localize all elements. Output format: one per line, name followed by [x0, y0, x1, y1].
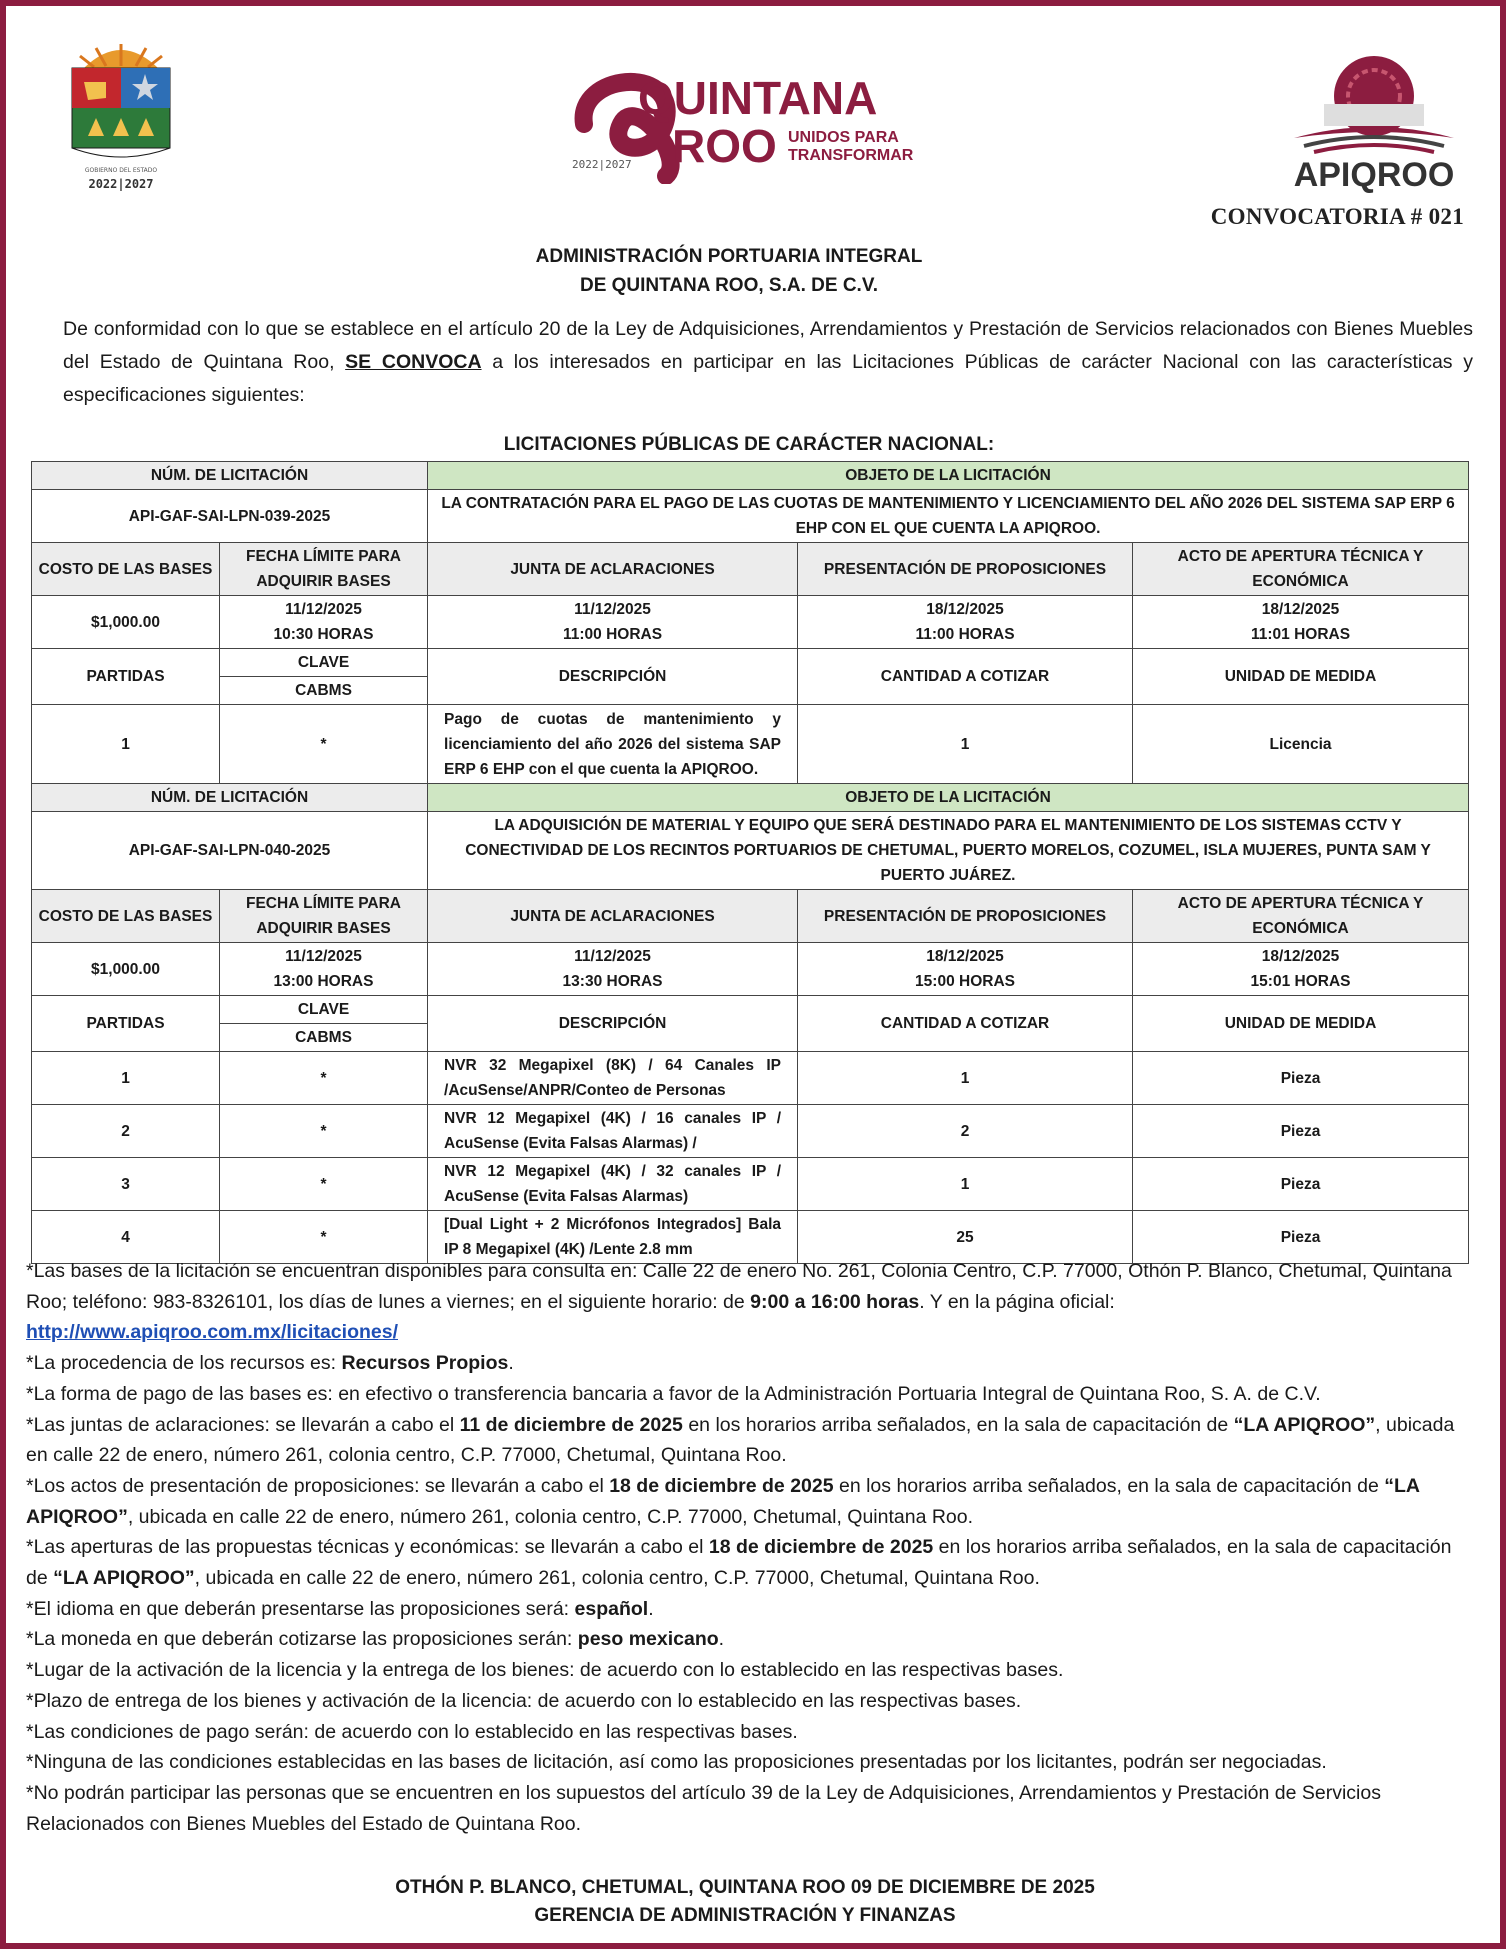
- partida-descripcion: NVR 12 Megapixel (4K) / 16 canales IP / AcuSense (Evita Falsas Alarmas) /: [428, 1105, 798, 1158]
- presentacion-header: PRESENTACIÓN DE PROPOSICIONES: [798, 543, 1133, 596]
- partida-cantidad: 1: [798, 1158, 1133, 1211]
- partida-unidad: Licencia: [1133, 705, 1469, 784]
- center-logo-line2: ROO: [672, 120, 777, 172]
- note-recursos: [26, 1348, 1474, 1379]
- footer-department: GERENCIA DE ADMINISTRACIÓN Y FINANZAS: [534, 1905, 956, 1926]
- state-coat-of-arms-logo: [66, 38, 176, 198]
- note-bold: “LA APIQROO”: [1233, 1413, 1376, 1436]
- convocatoria-number: CONVOCATORIA # 021: [1210, 204, 1464, 229]
- table-title: LICITACIONES PÚBLICAS DE CARÁCTER NACIONAL:: [503, 434, 995, 455]
- fecha-limite-time: 13:00 HORAS: [273, 973, 374, 990]
- unidad-header: UNIDAD DE MEDIDA: [1133, 649, 1469, 705]
- note-text: , ubicada en calle 22 de enero, número 261, colonia centro, C.P. 77000, Chetumal, Quintana Roo.: [26, 1413, 1455, 1467]
- licitaciones-table: [31, 461, 1469, 1264]
- junta-header: JUNTA DE ACLARACIONES: [428, 543, 798, 596]
- intro-paragraph: [63, 313, 1473, 412]
- num-header: NÚM. DE LICITACIÓN: [32, 784, 428, 812]
- descripcion-header: DESCRIPCIÓN: [428, 996, 798, 1052]
- intro-part1: De conformidad con lo que se establece en el artículo 20 de la Ley de Adquisiciones, Arrendamientos y Prestación de Servicios relacionados con Bienes Muebles del Estado de Quintana Roo,: [63, 318, 1473, 373]
- partida-cantidad: 2: [798, 1105, 1133, 1158]
- partida-unidad: Pieza: [1133, 1052, 1469, 1105]
- note-bold: 18 de diciembre de 2025: [609, 1474, 834, 1497]
- partida-unidad: Pieza: [1133, 1105, 1469, 1158]
- unidad-header: UNIDAD DE MEDIDA: [1133, 996, 1469, 1052]
- intro-part2: a los interesados en participar en las Licitaciones Públicas de carácter Nacional con las características y especificaciones siguientes:: [63, 351, 1473, 406]
- licitacion-number: API-GAF-SAI-LPN-039-2025: [32, 490, 428, 543]
- note-presentacion: [26, 1471, 1474, 1532]
- note-condiciones-pago: *Las condiciones de pago serán: de acuerdo con lo establecido en las respectivas bases.: [26, 1720, 798, 1743]
- objeto-header: OBJETO DE LA LICITACIÓN: [428, 462, 1469, 490]
- note-bold: peso mexicano: [577, 1628, 719, 1651]
- presentacion-value: [798, 596, 1133, 649]
- note-juntas: [26, 1410, 1474, 1471]
- presentacion-date: 18/12/2025: [926, 601, 1004, 618]
- costo-header: COSTO DE LAS BASES: [32, 543, 220, 596]
- junta-header: JUNTA DE ACLARACIONES: [428, 890, 798, 943]
- apertura-time: 11:01 HORAS: [1250, 626, 1351, 643]
- apertura-header: ACTO DE APERTURA TÉCNICA Y ECONÓMICA: [1133, 543, 1469, 596]
- apertura-date: 18/12/2025: [1261, 601, 1340, 618]
- note-text: *Las aperturas de las propuestas técnicas y económicas: se llevarán a cabo el: [26, 1536, 709, 1559]
- partida-cantidad: 1: [798, 705, 1133, 784]
- partida-descripcion: Pago de cuotas de mantenimiento y licenciamiento del año 2026 del sistema SAP ERP 6 EHP con el que cuenta la APIQROO.: [428, 705, 798, 784]
- partida-number: 4: [32, 1211, 220, 1264]
- costo-value: $1,000.00: [32, 596, 220, 649]
- junta-time: 13:30 HORAS: [562, 973, 663, 990]
- costo-header: COSTO DE LAS BASES: [32, 890, 220, 943]
- num-header: NÚM. DE LICITACIÓN: [32, 462, 428, 490]
- partida-clave: *: [220, 1158, 428, 1211]
- note-negociacion: *Ninguna de las condiciones establecidas en las bases de licitación, así como las proposiciones presentadas por los licitantes, podrán ser negociadas.: [26, 1751, 1327, 1774]
- svg-text:GOBIERNO DEL ESTADO: GOBIERNO DEL ESTADO: [84, 167, 158, 174]
- note-plazo: *Plazo de entrega de los bienes y activación de la licencia: de acuerdo con lo establecido en las respectivas bases.: [26, 1689, 1022, 1712]
- note-aperturas: [26, 1532, 1474, 1593]
- note-bold: español: [574, 1597, 649, 1620]
- note-bold: Recursos Propios: [341, 1352, 509, 1375]
- partida-cantidad: 25: [798, 1211, 1133, 1264]
- junta-date: 11/12/2025: [574, 948, 651, 965]
- footer: [0, 1874, 1498, 1930]
- partida-clave: *: [220, 1052, 428, 1105]
- partida-number: 1: [32, 1052, 220, 1105]
- presentacion-header: PRESENTACIÓN DE PROPOSICIONES: [798, 890, 1133, 943]
- licitacion-objeto: LA ADQUISICIÓN DE MATERIAL Y EQUIPO QUE SERÁ DESTINADO PARA EL MANTENIMIENTO DE LOS SISTEMAS CCTV Y CONECTIVIDAD DE LOS RECINTOS PORTUARIOS DE CHETUMAL, PUERTO MORELOS, COZUMEL, ISLA MUJERES, PUNTA SAM Y PUERTO JUÁREZ.: [428, 812, 1469, 890]
- note-text: , ubicada en calle 22 de enero, número 261, colonia centro, C.P. 77000, Chetumal, Quintana Roo.: [194, 1567, 1040, 1590]
- organization-name: [0, 242, 1482, 300]
- note-bold: “LA APIQROO”: [26, 1474, 1420, 1528]
- junta-time: 11:00 HORAS: [562, 626, 663, 643]
- partida-clave: *: [220, 1211, 428, 1264]
- note-bases: [26, 1256, 1474, 1348]
- clave-header: CLAVE: [220, 649, 428, 677]
- table-row: [32, 705, 1469, 784]
- partida-cantidad: 1: [798, 1052, 1133, 1105]
- partida-unidad: Pieza: [1133, 1211, 1469, 1264]
- licitacion-objeto: LA CONTRATACIÓN PARA EL PAGO DE LAS CUOTAS DE MANTENIMIENTO Y LICENCIAMIENTO DEL AÑO 2026 DEL SISTEMA SAP ERP 6 EHP CON EL QUE CUENTA LA APIQROO.: [428, 490, 1469, 543]
- table-row: [32, 1105, 1469, 1158]
- note-text: en los horarios arriba señalados, en la sala de capacitación de: [26, 1536, 1452, 1590]
- partidas-header: PARTIDAS: [32, 996, 220, 1052]
- apertura-value: [1133, 943, 1469, 996]
- note-text: .: [508, 1352, 514, 1375]
- partidas-header: PARTIDAS: [32, 649, 220, 705]
- apertura-header: ACTO DE APERTURA TÉCNICA Y ECONÓMICA: [1133, 890, 1469, 943]
- note-idioma: [26, 1594, 1474, 1625]
- junta-value: [428, 943, 798, 996]
- cantidad-header: CANTIDAD A COTIZAR: [798, 649, 1133, 705]
- note-text: *La procedencia de los recursos es:: [26, 1352, 342, 1375]
- fecha-limite-value: [220, 943, 428, 996]
- note-text: *Las juntas de aclaraciones: se llevarán a cabo el: [26, 1413, 460, 1436]
- note-text: , ubicada en calle 22 de enero, número 261, colonia centro, C.P. 77000, Chetumal, Quintana Roo.: [127, 1505, 974, 1528]
- junta-date: 11/12/2025: [574, 601, 651, 618]
- fecha-limite-date: 11/12/2025: [285, 948, 362, 965]
- fecha-limite-header: FECHA LÍMITE PARA ADQUIRIR BASES: [220, 543, 428, 596]
- right-logo-text: APIQROO: [1293, 156, 1455, 194]
- objeto-header: OBJETO DE LA LICITACIÓN: [428, 784, 1469, 812]
- partida-descripcion: NVR 32 Megapixel (8K) / 64 Canales IP /AcuSense/ANPR/Conteo de Personas: [428, 1052, 798, 1105]
- cabms-header: CABMS: [220, 677, 428, 705]
- note-text: *El idioma en que deberán presentarse las proposiciones será:: [26, 1597, 575, 1620]
- partida-clave: *: [220, 1105, 428, 1158]
- presentacion-date: 18/12/2025: [926, 948, 1004, 965]
- clave-header: CLAVE: [220, 996, 428, 1024]
- table-row: [32, 1052, 1469, 1105]
- center-logo-years: 2022|2027: [572, 158, 632, 171]
- costo-value: $1,000.00: [32, 943, 220, 996]
- fecha-limite-value: [220, 596, 428, 649]
- center-logo-tagline2: TRANSFORMAR: [788, 147, 914, 164]
- note-text: en los horarios arriba señalados, en la sala de capacitación de: [833, 1474, 1385, 1497]
- presentacion-time: 11:00 HORAS: [915, 626, 1015, 643]
- apertura-date: 18/12/2025: [1261, 948, 1340, 965]
- partida-number: 1: [32, 705, 220, 784]
- note-bold: 9:00 a 16:00 horas: [750, 1290, 920, 1313]
- presentacion-time: 15:00 HORAS: [915, 973, 1015, 990]
- center-logo-tagline1: UNIDOS PARA: [788, 129, 899, 146]
- intro-highlight: SE CONVOCA: [345, 351, 482, 373]
- notes-section: [26, 1256, 1474, 1839]
- licitaciones-link[interactable]: http://www.apiqroo.com.mx/licitaciones/: [26, 1321, 398, 1344]
- junta-value: [428, 596, 798, 649]
- apertura-value: [1133, 596, 1469, 649]
- partida-number: 2: [32, 1105, 220, 1158]
- partida-descripcion: [Dual Light + 2 Micrófonos Integrados] Bala IP 8 Megapixel (4K) /Lente 2.8 mm: [428, 1211, 798, 1264]
- center-logo-line1: QUINTANA: [638, 72, 878, 124]
- note-text: en los horarios arriba señalados, en la sala de capacitación de: [682, 1413, 1234, 1436]
- presentacion-value: [798, 943, 1133, 996]
- partida-number: 3: [32, 1158, 220, 1211]
- note-text: . Y en la página oficial:: [919, 1290, 1115, 1313]
- note-text: .: [718, 1628, 725, 1651]
- apiqroo-logo: [1274, 46, 1474, 196]
- cabms-header: CABMS: [220, 1024, 428, 1052]
- licitacion-number: API-GAF-SAI-LPN-040-2025: [32, 812, 428, 890]
- footer-place-date: OTHÓN P. BLANCO, CHETUMAL, QUINTANA ROO 09 DE DICIEMBRE DE 2025: [395, 1877, 1095, 1898]
- note-forma-pago: *La forma de pago de las bases es: en efectivo o transferencia bancaria a favor de la Administración Portuaria Integral de Quintana Roo, S. A. de C.V.: [26, 1382, 1321, 1405]
- organization-line2: DE QUINTANA ROO, S.A. DE C.V.: [579, 275, 879, 296]
- note-moneda: [26, 1624, 1474, 1655]
- note-restricciones: *No podrán participar las personas que se encuentren en los supuestos del artículo 39 de la Ley de Adquisiciones, Arrendamientos y Prestación de Servicios Relacionados con Bienes Muebles del Estado de Quintana Roo.: [26, 1781, 1381, 1835]
- fecha-limite-date: 11/12/2025: [285, 601, 362, 618]
- note-bold: 11 de diciembre de 2025: [459, 1413, 683, 1436]
- fecha-limite-header: FECHA LÍMITE PARA ADQUIRIR BASES: [220, 890, 428, 943]
- note-lugar: *Lugar de la activación de la licencia y la entrega de los bienes: de acuerdo con lo establecido en las respectivas bases.: [26, 1659, 1064, 1682]
- note-text: *Las bases de la licitación se encuentran disponibles para consulta en: Calle 22 de enero No. 261, Colonia Centro, C.P. 77000, Othón P. Blanco, Chetumal, Quintana Roo; teléfono: 983-8326101, los días de lunes a viernes; en el siguiente horario: de: [26, 1260, 1452, 1313]
- organization-line1: ADMINISTRACIÓN PORTUARIA INTEGRAL: [535, 246, 923, 267]
- fecha-limite-time: 10:30 HORAS: [273, 626, 374, 643]
- quintana-roo-logo: [566, 64, 926, 184]
- note-text: *La moneda en que deberán cotizarse las proposiciones serán:: [26, 1628, 578, 1651]
- note-bold: 18 de diciembre de 2025: [708, 1536, 934, 1559]
- note-text: .: [648, 1597, 654, 1620]
- apertura-time: 15:01 HORAS: [1250, 973, 1351, 990]
- left-logo-years: 2022|2027: [88, 177, 154, 191]
- cantidad-header: CANTIDAD A COTIZAR: [798, 996, 1133, 1052]
- note-text: *Los actos de presentación de proposiciones: se llevarán a cabo el: [26, 1474, 610, 1497]
- partida-descripcion: NVR 12 Megapixel (4K) / 32 canales IP / AcuSense (Evita Falsas Alarmas): [428, 1158, 798, 1211]
- partida-clave: *: [220, 705, 428, 784]
- note-bold: “LA APIQROO”: [53, 1567, 195, 1590]
- partida-unidad: Pieza: [1133, 1158, 1469, 1211]
- table-row: [32, 1158, 1469, 1211]
- descripcion-header: DESCRIPCIÓN: [428, 649, 798, 705]
